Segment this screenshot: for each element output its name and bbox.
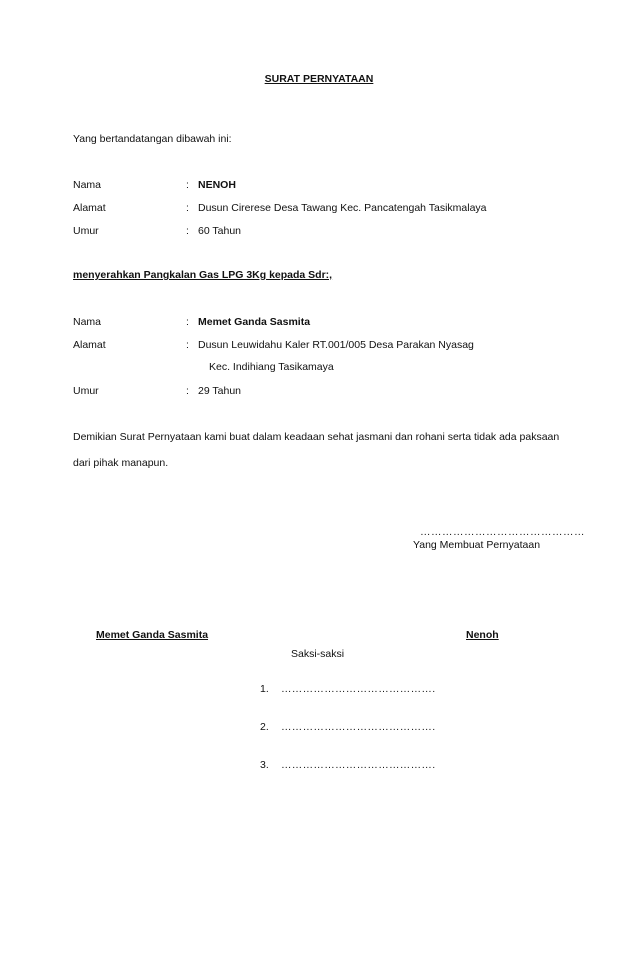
witness-number: 2. [260, 721, 269, 733]
witness-signature-line: ……………………………………. [281, 721, 436, 733]
witness-number: 3. [260, 759, 269, 771]
signature-caption: Yang Membuat Pernyataan [413, 539, 541, 551]
colon-separator: : [186, 339, 189, 351]
signer-left-name: Memet Ganda Sasmita [96, 629, 209, 641]
colon-separator: : [186, 179, 189, 191]
witnesses-title: Saksi-saksi [291, 648, 345, 660]
handover-statement: menyerahkan Pangkalan Gas LPG 3Kg kepada Sdr:, [73, 269, 333, 281]
colon-separator: : [186, 202, 189, 214]
first-party-name-value: NENOH [198, 179, 236, 191]
second-party-name-label: Nama [73, 316, 102, 328]
colon-separator: : [186, 385, 189, 397]
witness-number: 1. [260, 683, 269, 695]
second-party-address-line1: Dusun Leuwidahu Kaler RT.001/005 Desa Parakan Nyasag [198, 339, 474, 351]
second-party-age-label: Umur [73, 385, 99, 397]
first-party-address-label: Alamat [73, 202, 106, 214]
first-party-name-label: Nama [73, 179, 102, 191]
second-party-age-value: 29 Tahun [198, 385, 242, 397]
witness-signature-line: ……………………………………. [281, 759, 436, 771]
intro-text: Yang bertandatangan dibawah ini: [73, 133, 232, 145]
first-party-age-label: Umur [73, 225, 99, 237]
first-party-age-value: 60 Tahun [198, 225, 242, 237]
colon-separator: : [186, 225, 189, 237]
colon-separator: : [186, 316, 189, 328]
signer-right-name: Nenoh [466, 629, 499, 641]
second-party-address-label: Alamat [73, 339, 106, 351]
second-party-name-value: Memet Ganda Sasmita [198, 316, 311, 328]
document-title: SURAT PERNYATAAN [264, 73, 374, 85]
second-party-address-line2: Kec. Indihiang Tasikamaya [209, 361, 334, 373]
closing-paragraph: Demikian Surat Pernyataan kami buat dalam keadaan sehat jasmani dan rohani serta tidak ada paksaan dari pihak manapun. [73, 431, 560, 469]
witness-signature-line: ……………………………………. [281, 683, 436, 695]
signature-line: ……………………………………… [420, 526, 585, 538]
first-party-address-value: Dusun Cirerese Desa Tawang Kec. Pancatengah Tasikmalaya [198, 202, 487, 214]
